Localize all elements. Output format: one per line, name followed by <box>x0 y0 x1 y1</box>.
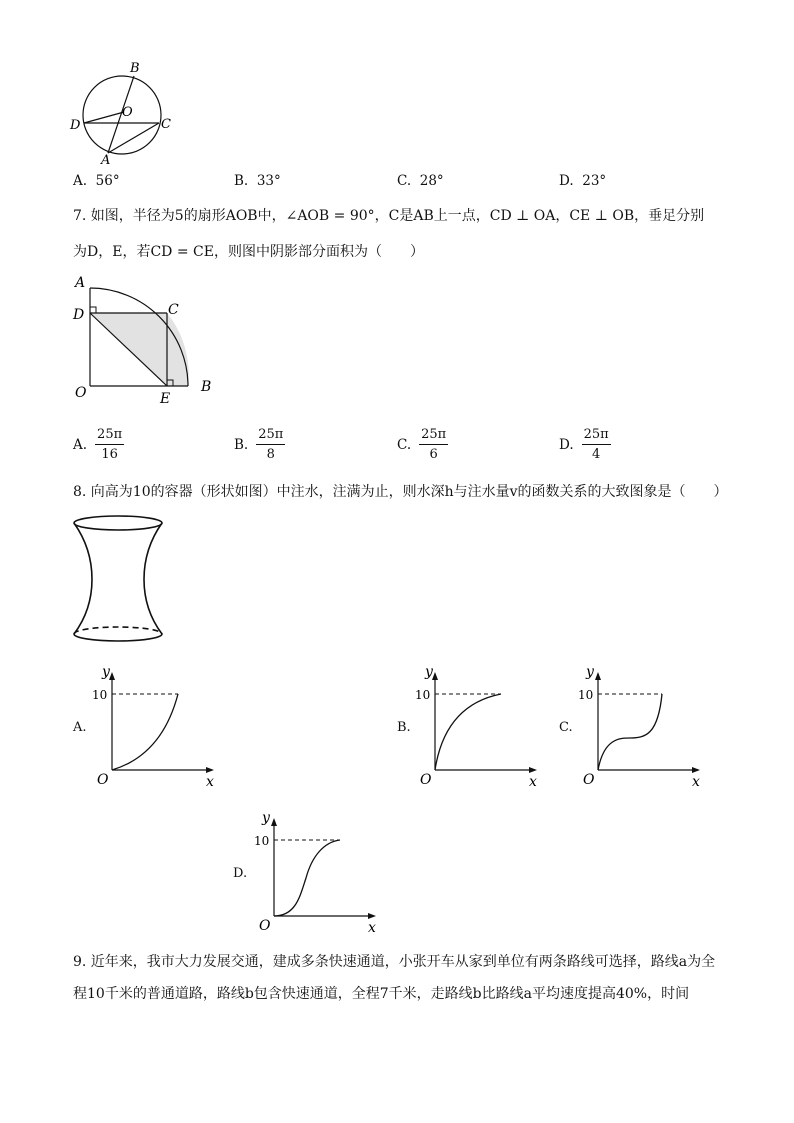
container-top-rim <box>74 516 162 530</box>
label-o: O <box>75 385 87 401</box>
label-b: B <box>130 61 140 76</box>
q6-option-c-letter: C. <box>397 173 412 189</box>
graph-c-x-label: x <box>692 774 700 790</box>
q6-option-d[interactable] <box>559 171 606 191</box>
q7-option-b-letter: B. <box>234 436 249 453</box>
q7-option-c-den: 6 <box>429 447 438 462</box>
graph-b-x-arrow <box>529 767 537 773</box>
graph-a-x-label: x <box>206 774 214 790</box>
q8-graph-c[interactable] <box>578 660 708 790</box>
q6-option-b-text: 33° <box>256 173 281 189</box>
container-bottom-front <box>74 634 162 641</box>
q7-stem-line2: 为D，E，若CD = CE，则图中阴影部分面积为（ ） <box>73 244 424 260</box>
q7-option-b[interactable] <box>234 427 285 462</box>
graph-d-origin: O <box>259 918 271 934</box>
graph-a-y-label: y <box>102 664 110 680</box>
q7-option-b-den: 8 <box>266 447 275 462</box>
label-o: O <box>122 105 133 120</box>
q8-stem-line1: 8. 向高为10的容器（形状如图）中注水，注满为止，则水深h与注水量v的函数关系的大致图象是（ ） <box>73 484 728 500</box>
label-d: D <box>73 307 85 323</box>
graph-d-x-label: x <box>368 920 376 936</box>
graph-c-y-label: y <box>586 664 594 680</box>
graph-b-curve <box>435 694 501 770</box>
q7-option-a-letter: A. <box>73 436 88 453</box>
q8-graph-d-letter[interactable]: D. <box>233 866 248 881</box>
q8-container-figure <box>68 512 172 648</box>
q6-option-c[interactable] <box>397 171 444 191</box>
q7-option-b-num: 25π <box>256 427 285 445</box>
q6-option-a-letter: A. <box>73 173 88 189</box>
q9-stem-line2: 程10千米的普通道路，路线b包含快速通道，全程7千米，走路线b比路线a平均速度提高40%，时间 <box>73 986 690 1002</box>
segment-ac <box>108 123 159 153</box>
q6-option-c-text: 28° <box>419 173 444 189</box>
label-a: A <box>101 153 111 166</box>
q7-option-d-letter: D. <box>559 436 574 453</box>
graph-c-y-arrow <box>595 672 601 680</box>
q7-option-c[interactable] <box>397 427 448 462</box>
q7-option-a-fraction <box>95 427 124 462</box>
right-angle-d <box>90 307 96 313</box>
graph-b-origin: O <box>420 772 432 788</box>
graph-c-x-arrow <box>692 767 700 773</box>
q7-option-d[interactable] <box>559 427 611 462</box>
q7-option-d-den: 4 <box>592 447 601 462</box>
q7-option-c-num: 25π <box>419 427 448 445</box>
graph-a-x-arrow <box>206 767 214 773</box>
graph-a-curve <box>112 694 178 770</box>
graph-c-curve <box>598 694 662 770</box>
label-c: C <box>168 302 179 318</box>
graph-b-tick-10: 10 <box>415 688 431 702</box>
graph-d-curve <box>274 840 340 916</box>
q8-graph-a[interactable] <box>92 660 222 790</box>
graph-c-origin: O <box>583 772 595 788</box>
q6-option-b-letter: B. <box>234 173 249 189</box>
q7-option-d-num: 25π <box>582 427 611 445</box>
q8-graph-b-letter[interactable]: B. <box>397 720 411 735</box>
q9-stem-line1: 9. 近年来，我市大力发展交通，建成多条快速通道，小张开车从家到单位有两条路线可选择，路线a为全 <box>73 954 716 970</box>
q7-option-a-den: 16 <box>101 447 118 462</box>
graph-d-x-arrow <box>368 913 376 919</box>
q8-graph-d[interactable] <box>254 806 384 936</box>
q7-option-d-fraction <box>582 427 611 462</box>
q6-option-d-letter: D. <box>559 173 574 189</box>
q8-graph-c-letter[interactable]: C. <box>559 720 573 735</box>
graph-d-tick-10: 10 <box>254 834 270 848</box>
q6-option-d-text: 23° <box>582 173 607 189</box>
label-b: B <box>201 379 212 395</box>
graph-b-x-label: x <box>529 774 537 790</box>
q7-option-c-letter: C. <box>397 436 412 453</box>
label-c: C <box>161 117 171 132</box>
q7-sector-figure <box>70 270 220 405</box>
q8-graph-b[interactable] <box>415 660 545 790</box>
shaded-arc-region <box>167 313 189 386</box>
graph-b-y-label: y <box>425 664 433 680</box>
q6-option-a[interactable] <box>73 171 120 191</box>
q6-option-a-text: 56° <box>95 173 120 189</box>
container-left-side <box>74 523 92 634</box>
q7-option-b-fraction <box>256 427 285 462</box>
graph-c-tick-10: 10 <box>578 688 594 702</box>
q7-option-a-num: 25π <box>95 427 124 445</box>
q7-stem-line1: 7. 如图，半径为5的扇形AOB中，∠AOB = 90°，C是AB上一点，CD ⊥ OA，CE ⊥ OB，垂足分别 <box>73 208 705 224</box>
q6-circle-figure <box>60 58 180 166</box>
container-bottom-back <box>74 627 162 634</box>
container-right-side <box>144 523 162 634</box>
graph-a-origin: O <box>97 772 109 788</box>
q8-graph-a-letter[interactable]: A. <box>73 720 87 735</box>
label-a: A <box>75 275 86 291</box>
q6-option-b[interactable] <box>234 171 281 191</box>
label-e: E <box>160 391 171 405</box>
graph-d-y-label: y <box>262 810 270 826</box>
graph-d-y-arrow <box>271 818 277 826</box>
graph-a-tick-10: 10 <box>92 688 108 702</box>
label-d: D <box>70 118 81 133</box>
q7-option-c-fraction <box>419 427 448 462</box>
q7-option-a[interactable] <box>73 427 124 462</box>
